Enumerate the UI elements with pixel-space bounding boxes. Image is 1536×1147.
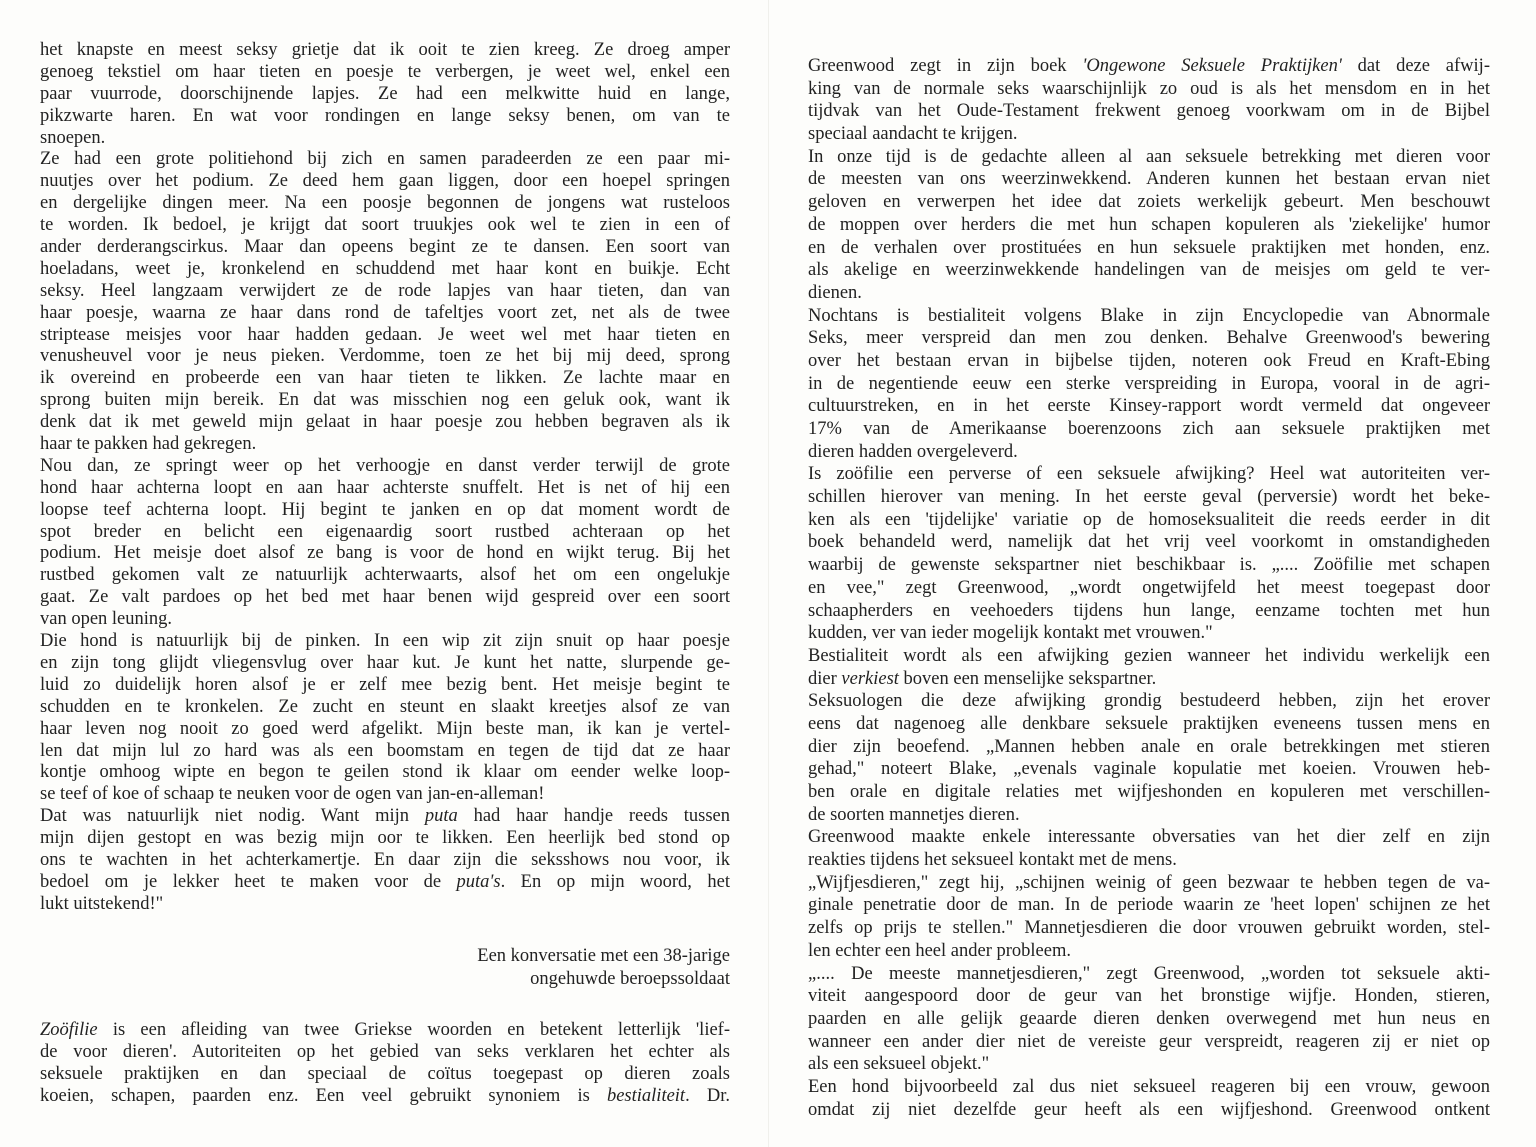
text-line — [40, 631, 730, 653]
text-segment: boek behandeld werd, namelijk dat het vrij veel voorkomt in omstandigheden — [808, 532, 1490, 553]
text-line — [40, 237, 730, 259]
text-line — [40, 1086, 730, 1108]
text-segment: schaapherders en veehoeders tijdens hun lange, eenzame tochten met hun — [808, 600, 1490, 621]
text-segment: lukt uitstekend!" — [40, 893, 164, 914]
text-segment: dier zijn beoefend. „Mannen hebben anale en orale betrekkingen met stieren — [808, 736, 1490, 757]
text-segment: reakties tijdens het seksueel kontakt met de mens. — [808, 850, 1177, 871]
paragraph — [808, 1076, 1490, 1121]
text-segment: se teef of koe of schaap te neuken voor de ogen van jan-en-alleman! — [40, 784, 545, 805]
text-line — [40, 193, 730, 215]
italic-text: puta — [424, 806, 458, 827]
text-line — [40, 128, 730, 150]
text-segment: spot breder en belicht een eigenaardig soort rustbed achteraan op het — [40, 521, 730, 542]
text-segment: venusheuvel voor je neus pieken. Verdomme, toen ze het bij mij deed, sprong — [40, 346, 730, 367]
text-line — [40, 456, 730, 478]
text-segment: seksy. Heel langzaam verwijdert ze de rode lapjes van haar tieten, dan van — [40, 280, 730, 301]
text-segment: Een hond bijvoorbeeld zal dus niet seksueel reageren bij een vrouw, gewoon — [808, 1076, 1490, 1097]
text-line — [808, 509, 1490, 532]
text-line — [40, 587, 730, 609]
text-line — [40, 675, 730, 697]
text-line — [40, 215, 730, 237]
text-line — [40, 84, 730, 106]
text-line — [808, 418, 1490, 441]
text-segment: koeien, schapen, paarden enz. Een veel gebruikt synoniem is — [40, 1085, 607, 1106]
text-segment: cultuurstreken, en in het eerste Kinsey-rapport wordt vermeld dat ongeveer — [808, 396, 1490, 417]
text-segment: waarbij de gewenste sekspartner niet beschikbaar is. „.... Zoöfilie met schapen — [808, 555, 1490, 576]
text-line — [40, 719, 730, 741]
paragraph — [808, 305, 1490, 464]
text-segment: in de negentiende eeuw een sterke verspreiding in Europa, vooral in de agri- — [808, 373, 1490, 394]
text-segment: is een afleiding van twee Griekse woorden en betekent letterlijk 'lief- — [97, 1020, 730, 1040]
paragraph — [808, 645, 1490, 690]
text-line — [40, 741, 730, 763]
text-line — [808, 168, 1490, 191]
text-line — [808, 350, 1490, 373]
text-line — [808, 327, 1490, 350]
text-segment: haar poesje, waarna ze haar dans rond de tafeltjes voort zet, net als de twee — [40, 302, 730, 323]
paragraph — [40, 631, 730, 806]
text-segment: pikzwarte haren. En wat voor rondingen en lange seksy benen, om van te — [40, 105, 730, 126]
text-line — [40, 106, 730, 128]
text-segment: luid zo duidelijk horen alsof je er zelf mee bezig bent. Het meisje begint te — [40, 674, 730, 695]
text-segment: boven een menselijke sekspartner. — [898, 668, 1157, 689]
text-line — [808, 668, 1490, 691]
italic-text: verkiest — [841, 668, 899, 689]
text-segment: striptease meisjes voor haar hadden gedaan. Je weet wel met haar tieten en — [40, 324, 730, 345]
text-segment: hoeladans, weet je, kronkelend en schuddend met haar kont en buikje. Echt — [40, 258, 730, 279]
text-segment: het knapste en meest seksy grietje dat ik ooit te zien kreeg. Ze droeg amper — [40, 40, 730, 60]
text-segment: paar vuurrode, doorschijnende lapjes. Ze had een melkwitte huid en lange, — [40, 83, 730, 104]
text-segment: podium. Het meisje doet alsof ze bang is voor de hond en wijkt terug. Bij het — [40, 543, 730, 564]
text-line — [40, 522, 730, 544]
right-page-text — [808, 55, 1490, 1121]
text-line — [808, 849, 1490, 872]
text-segment: schudden en te kronkelen. Ze zucht en steunt en slaakt kreetjes alsof ze van — [40, 696, 730, 717]
text-line — [808, 826, 1490, 849]
text-line — [808, 100, 1490, 123]
text-line — [808, 600, 1490, 623]
text-segment: Ze had een grote politiehond bij zich en samen paradeerden ze een paar mi- — [40, 149, 730, 170]
italic-text: bestialiteit — [606, 1085, 686, 1106]
text-line — [40, 1064, 730, 1086]
text-segment: eens dat nagenoeg alle denkbare seksuele praktijken eveneens tussen mens en — [808, 713, 1490, 734]
text-segment: 17% van de Amerikaanse boerenzoons zich aan seksuele praktijken met — [808, 419, 1490, 439]
text-segment: als akelige en weerzinwekkende handelingen van de meisjes om geld te ver- — [808, 260, 1490, 281]
text-segment: de voor dieren'. Autoriteiten op het gebied van seks verklaren het echter als — [40, 1041, 730, 1062]
text-segment: en zijn tong glijdt vliegensvlug over haar kut. Je kunt het natte, slurpende ge- — [40, 652, 730, 673]
text-segment: Bestialiteit wordt als een afwijking gezien wanneer het individu werkelijk een — [808, 645, 1490, 666]
text-line — [808, 123, 1490, 146]
text-line — [808, 305, 1490, 328]
text-line — [808, 894, 1490, 917]
text-line — [40, 281, 730, 303]
text-segment: Seksuologen die deze afwijking grondig bestudeerd hebben, zijn het erover — [808, 691, 1490, 712]
text-segment: haar te pakken had gekregen. — [40, 434, 257, 455]
paragraph — [808, 826, 1490, 871]
text-segment: Nochtans is bestialiteit volgens Blake in zijn Encyclopedie van Abnormale — [808, 305, 1490, 326]
text-segment: haar leven nog nooit zo goed werd afgelikt. Mijn beste man, ik kan je vertel- — [40, 718, 730, 739]
text-line — [808, 645, 1490, 668]
text-segment: mijn dijen gestopt en was bezig mijn oor te likken. Een heerlijk bed stond op — [40, 828, 730, 849]
text-line — [808, 781, 1490, 804]
text-segment: dieren hadden overgeleverd. — [808, 441, 1018, 462]
text-line — [40, 412, 730, 434]
text-segment: en dergelijke dingen meer. Na een poosje begonnen de jongens wat rusteloos — [40, 193, 730, 214]
text-segment: en de verhalen over prostituées en hun seksuele praktijken met honden, enz. — [808, 237, 1490, 258]
text-line — [808, 441, 1490, 464]
paragraph — [40, 456, 730, 631]
text-line — [808, 463, 1490, 486]
text-segment: . En op mijn woord, het — [500, 871, 731, 892]
attribution-line-1: Een konversatie met een 38-jarige — [477, 946, 730, 966]
text-segment: len echter een heel ander probleem. — [808, 940, 1071, 961]
attribution-line-2: ongehuwde beroepssoldaat — [530, 969, 730, 989]
text-segment: Greenwood maakte enkele interessante obversaties van het dier zelf en zijn — [808, 827, 1490, 848]
paragraph — [808, 146, 1490, 305]
text-segment: de soorten mannetjes dieren. — [808, 804, 1020, 825]
text-segment: viteit aangespoord door de geur van het bronstige wijfje. Honden, stieren, — [808, 986, 1490, 1007]
text-segment: had haar handje reeds tussen — [457, 806, 731, 827]
text-line — [40, 850, 730, 872]
text-segment: len dat mijn lul zo hard was als een boomstam en tegen de tijd dat ze haar — [40, 740, 730, 761]
text-line — [808, 1099, 1490, 1122]
page-gutter — [768, 0, 769, 1147]
text-line — [808, 237, 1490, 260]
text-segment: „Wijfjesdieren," zegt hij, „schijnen weinig of geen bezwaar te hebben tegen de va- — [808, 872, 1490, 893]
text-line — [808, 373, 1490, 396]
paragraph — [808, 872, 1490, 963]
text-segment: ik overeind en probeerde een van haar tieten te likken. Ze lachte maar en — [40, 368, 730, 389]
italic-text: puta's — [456, 871, 501, 892]
text-line — [40, 543, 730, 565]
text-line — [808, 872, 1490, 895]
text-segment: paarden en alle gelijk geaarde dieren denken overwegend met hun neus en — [808, 1008, 1490, 1029]
paragraph — [40, 149, 730, 455]
text-line — [808, 577, 1490, 600]
text-line — [808, 554, 1490, 577]
left-page-zoophilia-paragraph — [40, 1020, 730, 1108]
text-segment: sprong buiten mijn bereik. En dat was misschien nog een geluk ook, want ik — [40, 390, 730, 411]
text-segment: In onze tijd is de gedachte alleen al aan seksuele betrekking met dieren voor — [808, 146, 1490, 167]
text-line — [40, 609, 730, 631]
text-segment: „.... De meeste mannetjesdieren," zegt Greenwood, „worden tot seksuele akti- — [808, 963, 1490, 984]
text-line — [40, 1042, 730, 1064]
text-segment: snoepen. — [40, 127, 106, 148]
text-line — [40, 565, 730, 587]
text-line — [808, 1008, 1490, 1031]
text-segment: wanneer een ander dier niet de vereiste geur verspreidt, reageren zij er niet op — [808, 1031, 1490, 1052]
text-line — [808, 917, 1490, 940]
text-line — [40, 434, 730, 456]
paragraph — [808, 963, 1490, 1076]
paragraph — [808, 463, 1490, 645]
text-segment: loopse teef achterna loopt. Hij begint te janken en op dat moment wordt de — [40, 499, 730, 520]
text-line — [40, 62, 730, 84]
text-segment: speciaal aandacht te krijgen. — [808, 124, 1018, 145]
text-segment: king van de normale seks waarschijnlijk zo oud is als het mensdom en in het — [808, 78, 1490, 99]
text-segment: kudden, ver van ieder mogelijk kontakt met vrouwen." — [808, 623, 1213, 644]
text-line — [40, 500, 730, 522]
text-line — [808, 531, 1490, 554]
text-line — [808, 963, 1490, 986]
text-line — [808, 622, 1490, 645]
text-line — [40, 894, 730, 916]
text-segment: tijdvak van het Oude-Testament frekwent genoeg voorkwam om in de Bijbel — [808, 101, 1490, 122]
text-line — [808, 940, 1490, 963]
text-segment: geloven en verwerpen het idee dat zoiets werkelijk gebeurt. Men beschouwt — [808, 192, 1490, 213]
text-segment: Dat was natuurlijk niet nodig. Want mijn — [40, 806, 425, 827]
text-line — [40, 806, 730, 828]
text-segment: Die hond is natuurlijk bij de pinken. In een wip zit zijn snuit op haar poesje — [40, 631, 730, 652]
italic-text: Zoöfilie — [40, 1020, 98, 1040]
text-segment: denk dat ik met geweld mijn gelaat in haar poesje zou hebben begraven als ik — [40, 412, 730, 433]
text-segment: bedoel om je lekker heet te maken voor de — [40, 871, 457, 892]
text-segment: genoeg tekstiel om haar tieten en poesje te verbergen, je weet wel, enkel een — [40, 61, 730, 82]
text-line — [808, 1076, 1490, 1099]
text-line — [808, 395, 1490, 418]
text-segment: nuutjes over het podium. Ze deed hem gaan liggen, door een hoepel springen — [40, 171, 730, 192]
text-line — [40, 149, 730, 171]
text-segment: dat deze afwij- — [1341, 56, 1490, 76]
text-line — [40, 762, 730, 784]
text-line — [808, 259, 1490, 282]
text-segment: . Dr. — [685, 1085, 730, 1106]
text-segment: Nou dan, ze springt weer op het verhoogje en danst verder terwijl de grote — [40, 455, 730, 476]
text-line — [40, 390, 730, 412]
text-line — [40, 259, 730, 281]
text-line — [808, 804, 1490, 827]
text-line — [40, 872, 730, 894]
text-segment: hond haar achterna loopt en aan haar achterste snuffelt. Het is net of hij een — [40, 477, 730, 498]
text-line — [808, 1031, 1490, 1054]
text-segment: de meesten van ons weerzinwekkend. Anderen kunnen het bestaan ervan niet — [808, 169, 1490, 190]
text-line — [40, 697, 730, 719]
text-line — [808, 985, 1490, 1008]
text-segment: omdat zij niet dezelfde geur heeft als een wijfjeshond. Greenwood ontkent — [808, 1099, 1490, 1120]
text-segment: schillen hierover van mening. In het eerste geval (perversie) wordt het beke- — [808, 487, 1490, 508]
text-line — [808, 690, 1490, 713]
text-line — [40, 478, 730, 500]
text-line — [40, 325, 730, 347]
text-line — [808, 282, 1490, 305]
text-segment: rustbed gekomen valt ze natuurlijk achterwaarts, alsof het om een ongelukje — [40, 565, 730, 586]
text-line — [808, 713, 1490, 736]
text-segment: van open leuning. — [40, 609, 173, 630]
text-segment: ben orale en digitale relaties met wijfjeshonden en kopuleren met verschillen- — [808, 782, 1490, 802]
text-segment: Seks, meer verspreid dan men zou denken. Behalve Greenwood's bewering — [808, 328, 1490, 349]
text-line — [808, 736, 1490, 759]
text-line — [40, 828, 730, 850]
paragraph — [808, 690, 1490, 826]
text-segment: ginale penetratie door de man. In de periode waarin ze 'heet lopen' schijnen ze het — [808, 895, 1490, 916]
paragraph — [808, 55, 1490, 146]
text-segment: Is zoöfilie een perverse of een seksuele afwijking? Heel wat autoriteiten ver- — [808, 464, 1490, 485]
text-segment: over het bestaan ervan in bijbelse tijden, noteren ook Freud en Kraft-Ebing — [808, 350, 1490, 371]
text-line — [40, 653, 730, 675]
text-segment: seksuele praktijken en dan speciaal de coïtus toegepast op dieren zoals — [40, 1063, 730, 1084]
text-line — [808, 78, 1490, 101]
text-line — [808, 758, 1490, 781]
text-segment: ander derderangscirkus. Maar dan opeens begint ze te dansen. Een soort van — [40, 237, 730, 258]
text-segment: ken als een 'tijdelijke' variatie op de homoseksualiteit die reeds eerder in dit — [808, 509, 1490, 530]
text-line — [40, 303, 730, 325]
text-segment: Greenwood zegt in zijn boek — [808, 56, 1083, 76]
text-segment: gaat. Ze valt pardoes op het bed met haar benen wijd gespreid over een soort — [40, 587, 730, 608]
text-segment: te worden. Ik bedoel, je krijgt dat soort truukjes ook wel te zien in een of — [40, 215, 730, 236]
text-segment: als een seksueel objekt." — [808, 1054, 990, 1075]
text-line — [808, 214, 1490, 237]
text-line — [40, 346, 730, 368]
text-line — [40, 368, 730, 390]
text-segment: gehad," noteert Blake, „evenals vaginale kopulatie met koeien. Vrouwen heb- — [808, 759, 1490, 780]
italic-text: 'Ongewone Seksuele Praktijken' — [1082, 56, 1342, 76]
text-line — [808, 486, 1490, 509]
text-segment: de moppen over herders die met hun schapen kopuleren als 'ziekelijke' humor — [808, 214, 1490, 235]
quote-attribution — [40, 945, 730, 991]
text-line — [808, 146, 1490, 169]
text-line — [40, 1020, 730, 1042]
text-line — [808, 55, 1490, 78]
text-segment: dienen. — [808, 282, 862, 303]
paragraph — [40, 1020, 730, 1108]
text-line — [808, 191, 1490, 214]
text-segment: dier — [808, 668, 842, 689]
left-page-main-text — [40, 40, 730, 916]
text-line — [40, 784, 730, 806]
paragraph — [40, 806, 730, 915]
text-segment: kontje omhoog wipte en begon te geilen stond ik klaar om eender welke loop- — [40, 762, 730, 783]
text-segment: ons te wachten in het achterkamertje. En daar zijn die seksshows nou voor, ik — [40, 849, 730, 870]
text-line — [40, 40, 730, 62]
text-line — [40, 171, 730, 193]
text-line — [808, 1053, 1490, 1076]
text-segment: zelfs op prijs te stellen." Mannetjesdieren die door vrouwen gebruikt worden, stel- — [808, 918, 1490, 939]
paragraph — [40, 40, 730, 149]
text-segment: en vee," zegt Greenwood, „wordt ongetwijfeld het meest toegepast door — [808, 577, 1490, 598]
